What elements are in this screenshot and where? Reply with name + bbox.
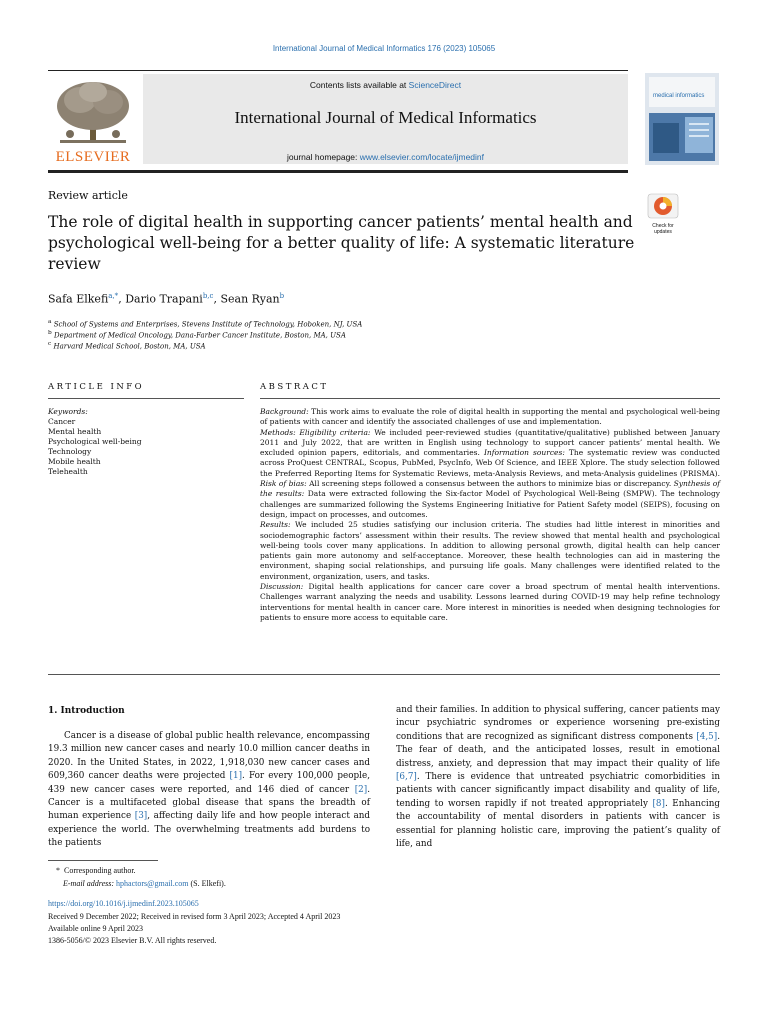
article-title: The role of digital health in supporting cancer patients’ mental health and psychological well-being for a better quality of life: A systematic literature review	[48, 213, 635, 273]
cover-image	[645, 73, 719, 165]
synthesis-text: Data were extracted following the Six-factor Model of Psychological Well-Being (SMPW). The technology challenges are summarized following the Systems Engineering Initiative for Patient Safety model (SEIPS), focusing on design, impact on processes, and outcomes.	[260, 489, 720, 519]
elsevier-tree-logo	[50, 78, 136, 148]
author-name: Safa Elkefi	[48, 292, 109, 306]
homepage-link[interactable]: www.elsevier.com/locate/ijmedinf	[359, 152, 485, 162]
affiliation	[48, 330, 346, 339]
footnote-rule	[48, 860, 158, 861]
keyword: Psychological well-being	[48, 437, 142, 446]
journal-citation[interactable]: International Journal of Medical Informatics 176 (2023) 105065	[272, 44, 496, 53]
doi-link[interactable]: https://doi.org/10.1016/j.ijmedinf.2023.105065	[48, 899, 199, 908]
abstract-discussion	[260, 582, 720, 623]
abstract-heading: ABSTRACT	[260, 382, 329, 392]
background-text: This work aims to evaluate the role of digital health in supporting the mental and psychological well-being of patients with cancer and identify the associated challenges of use and implementation.	[260, 407, 720, 427]
corresponding-text: Corresponding author.	[64, 866, 136, 875]
author-separator: ,	[118, 292, 126, 306]
affiliation-sup: b	[48, 330, 52, 336]
keyword: Cancer	[48, 417, 76, 426]
crossmark-icon	[645, 193, 681, 219]
email-note	[63, 879, 226, 888]
check-for-updates-button[interactable]	[645, 193, 681, 233]
body-text: . There is evidence that untreated psychiatric comorbidities in patients with cancer significantly impact disability and quality of life, tending to worsen rapidly if not treated appropriately	[396, 772, 720, 809]
intro-column-left	[48, 730, 370, 851]
body-text: Cancer is a disease of global public health relevance, encompassing 19.3 million new cancer cases and nearly 10.0 million cancer deaths in 2020. In the United States, in 2022, 1,918,030 new cancer cases and 609,360 cancer deaths were projected	[48, 731, 370, 782]
email-link[interactable]: hphactors@gmail.com	[116, 879, 189, 888]
body-text: . Enhancing the accountability of mental disorders in patients with cancer is essential for planning holistic care, improving the patient’s quality of life, and	[396, 798, 720, 850]
affiliation-sup: c	[48, 341, 52, 347]
affiliation	[48, 319, 362, 328]
sciencedirect-link[interactable]: ScienceDirect	[408, 80, 462, 90]
abstract-bottom-rule	[48, 674, 720, 675]
eligibility-text: We included peer-reviewed studies (quantitative/qualitative) published between January 2011 and July 2022, that are written in English using technology to support cancer patients’ mental health. We excluded opinion papers, editorials, and commentaries.	[260, 427, 721, 458]
body-text: . Cancer is a multifaceted global disease that spans the breadth of human experience	[48, 784, 370, 822]
affiliation-text: School of Systems and Enterprises, Stevens Institute of Technology, Hoboken, NJ, USA	[53, 320, 363, 329]
results-text: We included 25 studies satisfying our inclusion criteria. The studies had little interest in minorities and sociodemographic factors’ assessment within their results. The review showed that mental health and psychological well-being tools cover many applications. In addition to allowing personal growth, digital health can help cancer patients gain more autonomy and self-acceptance. Moreover, these health technologies can aid in mastering the environment, shaping social relationships, and pursuing life goals. Many challenges were identified related to the environment, organization, users, and tasks.	[260, 520, 720, 581]
author-sup[interactable]: b	[279, 292, 285, 300]
bias-text: All screening steps followed a consensus between the authors to minimize bias or discrepancy.	[306, 479, 672, 489]
article-type: Review article	[48, 189, 128, 202]
abstract-methods	[260, 428, 720, 521]
sources-label: Information sources:	[479, 448, 565, 458]
author-sup[interactable]: b,c	[202, 292, 214, 300]
abstract-results	[260, 520, 720, 582]
author-name: Sean Ryan	[220, 292, 280, 306]
synthesis-label: Synthesis of the results:	[260, 479, 720, 499]
discussion-label: Discussion:	[260, 582, 304, 592]
body-text: and their families. In addition to physical suffering, cancer patients may incur psychiatric syndromes or experience worsening pre-existing conditions that are recognized as significant distress components	[396, 705, 720, 742]
copyright: 1386-5056/© 2023 Elsevier B.V. All rights reserved.	[48, 936, 217, 945]
available-online: Available online 9 April 2023	[48, 924, 143, 933]
journal-title: International Journal of Medical Informatics	[234, 108, 537, 127]
discussion-text: Digital health applications for cancer care cover a broad spectrum of mental health interventions. Challenges warrant analyzing the needs and usability. Lessons learned during COVID-19 may help refine technology interventions for mental health in cancer care. More interest in minorities is needed when designing technologies for patients to ensure more access to equitable care.	[260, 582, 720, 622]
homepage-prefix: journal homepage:	[286, 152, 360, 162]
citation-link[interactable]: [1]	[229, 771, 243, 782]
email-label: E-mail address:	[63, 879, 115, 888]
citation-link[interactable]: [3]	[134, 811, 148, 822]
author-name: Dario Trapani	[125, 292, 203, 306]
citation-link[interactable]: [2]	[354, 784, 368, 795]
citation-link[interactable]: [8]	[652, 798, 665, 809]
affiliation	[48, 341, 206, 350]
header-top-rule	[48, 70, 628, 71]
author-separator: ,	[213, 292, 221, 306]
citation-link[interactable]: [6,7]	[396, 772, 417, 783]
email-suffix: (S. Elkefi).	[188, 879, 226, 888]
keywords-block	[48, 407, 142, 477]
abstract-background	[260, 407, 720, 428]
eligibility-label: Eligibility criteria:	[295, 427, 371, 437]
body-text: , affecting daily life and how people interact and experience the world. The overwhelming treatments add burdens to the patients	[48, 811, 371, 849]
background-label: Background:	[260, 407, 309, 416]
asterisk: *	[56, 866, 60, 875]
abstract-body	[260, 407, 720, 623]
abstract-rule	[260, 398, 720, 399]
publisher-wordmark[interactable]: ELSEVIER	[55, 149, 131, 165]
sources-text: The systematic review was conducted across ProQuest CENTRAL, Scopus, PubMed, PsycInfo, Web Of Science, and IEEE Xplore. The study selection followed the Preferred Reporting Items for Systematic Reviews, meta-Analysis Reviews, and meta-Analysis guidelines (PRISMA).	[260, 448, 720, 478]
citation-link[interactable]: [4,5]	[696, 731, 718, 742]
contents-line	[143, 80, 628, 90]
author-sup[interactable]: a,*	[108, 292, 119, 300]
keyword: Technology	[48, 447, 92, 456]
received-dates: Received 9 December 2022; Received in revised form 3 April 2023; Accepted 4 April 2023	[48, 912, 341, 921]
author-list	[48, 292, 284, 306]
affiliation-sup: a	[48, 319, 52, 325]
corresponding-note	[56, 866, 136, 875]
article-info-heading: ARTICLE INFO	[48, 382, 145, 392]
crossmark-label: Check for updates	[652, 223, 674, 235]
header-bottom-rule	[48, 170, 628, 173]
results-label: Results:	[260, 520, 291, 530]
body-text: . The fear of death, and the anticipated losses, result in emotional distress, anxiety, and depression that may impact their quality of life	[396, 731, 720, 769]
journal-cover-thumbnail[interactable]	[645, 73, 719, 165]
cover-title: medical informatics	[653, 93, 705, 99]
keywords-label: Keywords:	[48, 407, 88, 416]
methods-label: Methods:	[260, 427, 296, 437]
homepage-line	[143, 152, 628, 162]
body-text: . For every 100,000 people, 439 new cancer cases were reported, and 146 died of cancer	[48, 771, 370, 795]
affiliation-text: Harvard Medical School, Boston, MA, USA	[53, 342, 206, 351]
keyword: Telehealth	[48, 467, 88, 476]
keyword: Mental health	[48, 427, 102, 436]
affiliation-text: Department of Medical Oncology, Dana-Farber Cancer Institute, Boston, MA, USA	[53, 331, 346, 340]
contents-prefix: Contents lists available at	[309, 80, 409, 90]
bias-label: Risk of bias:	[260, 479, 307, 489]
article-info-rule	[48, 398, 244, 399]
intro-heading: 1. Introduction	[48, 706, 125, 716]
intro-column-right	[396, 704, 720, 851]
keyword: Mobile health	[48, 457, 101, 466]
